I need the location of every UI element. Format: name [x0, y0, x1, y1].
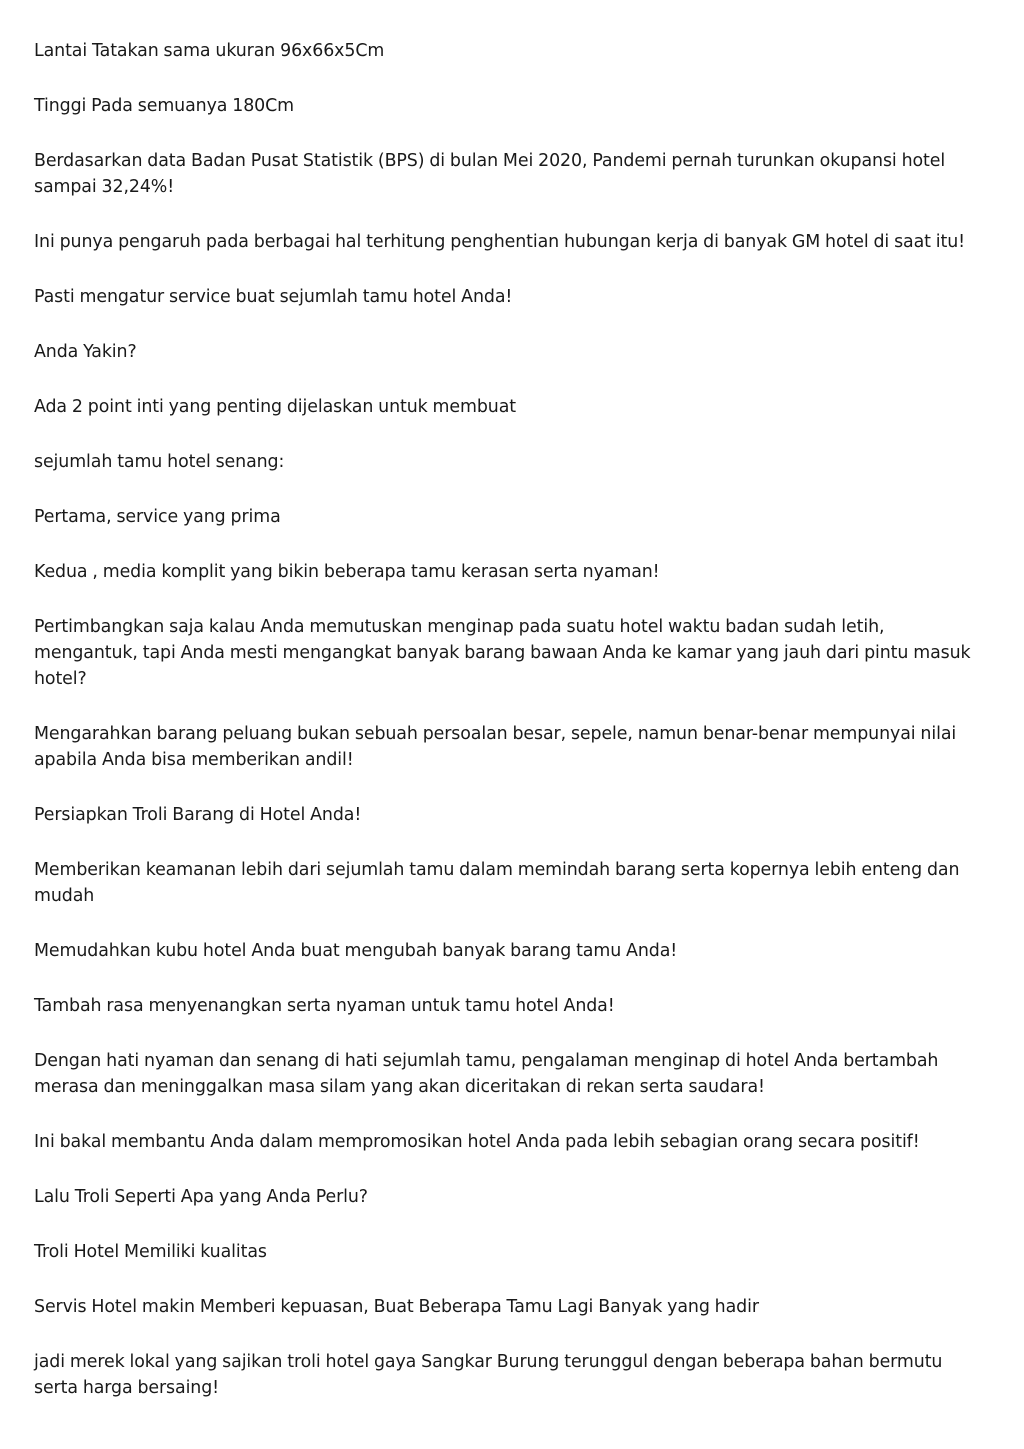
document-body [34, 38, 989, 1430]
paragraph-two-points: Ada 2 point inti yang penting dijelaskan untuk membuat [34, 397, 516, 417]
paragraph-consider: Pertimbangkan saja kalau Anda memutuskan menginap pada suatu hotel waktu badan sudah letih, mengantuk, tapi Anda mesti mengangkat banyak barang bawaan Anda ke kamar yang jauh dari pintu masuk hotel? [34, 617, 971, 689]
paragraph-question: Anda Yakin? [34, 342, 137, 362]
paragraph-first-point: Pertama, service yang prima [34, 507, 281, 527]
paragraph-promotion: Ini bakal membantu Anda dalam mempromosikan hotel Anda pada lebih sebagian orang secara positif! [34, 1132, 920, 1152]
paragraph-which-trolley: Lalu Troli Seperti Apa yang Anda Perlu? [34, 1187, 368, 1207]
paragraph-comfort: Tambah rasa menyenangkan serta nyaman untuk tamu hotel Anda! [34, 996, 615, 1016]
paragraph-second-point: Kedua , media komplit yang bikin beberapa tamu kerasan serta nyaman! [34, 562, 660, 582]
paragraph-guests-happy: sejumlah tamu hotel senang: [34, 452, 285, 472]
paragraph-luggage: Mengarahkan barang peluang bukan sebuah persoalan besar, sepele, namun benar-benar mempunyai nilai apabila Anda bisa memberikan andil! [34, 724, 957, 770]
paragraph-experience: Dengan hati nyaman dan senang di hati sejumlah tamu, pengalaman menginap di hotel Anda bertambah merasa dan meninggalkan masa silam yang akan diceritakan di rekan serta saudara! [34, 1051, 939, 1097]
paragraph-security: Memberikan keamanan lebih dari sejumlah tamu dalam memindah barang serta kopernya lebih enteng dan mudah [34, 860, 960, 906]
paragraph-bps-data: Berdasarkan data Badan Pusat Statistik (BPS) di bulan Mei 2020, Pandemi pernah turunkan okupansi hotel sampai 32,24%! [34, 151, 946, 197]
paragraph-tatakan-size: Lantai Tatakan sama ukuran 96x66x5Cm [34, 41, 385, 61]
paragraph-height: Tinggi Pada semuanya 180Cm [34, 96, 295, 116]
paragraph-ease: Memudahkan kubu hotel Anda buat mengubah banyak barang tamu Anda! [34, 941, 678, 961]
paragraph-quality: Troli Hotel Memiliki kualitas [34, 1242, 267, 1262]
paragraph-local-brand: jadi merek lokal yang sajikan troli hotel gaya Sangkar Burung terunggul dengan beberapa bahan bermutu serta harga bersaing! [34, 1352, 943, 1398]
paragraph-service: Pasti mengatur service buat sejumlah tamu hotel Anda! [34, 287, 513, 307]
paragraph-impact: Ini punya pengaruh pada berbagai hal terhitung penghentian hubungan kerja di banyak GM hotel di saat itu! [34, 232, 966, 252]
paragraph-hotel-service: Servis Hotel makin Memberi kepuasan, Buat Beberapa Tamu Lagi Banyak yang hadir [34, 1297, 759, 1317]
paragraph-prepare-trolley: Persiapkan Troli Barang di Hotel Anda! [34, 805, 362, 825]
